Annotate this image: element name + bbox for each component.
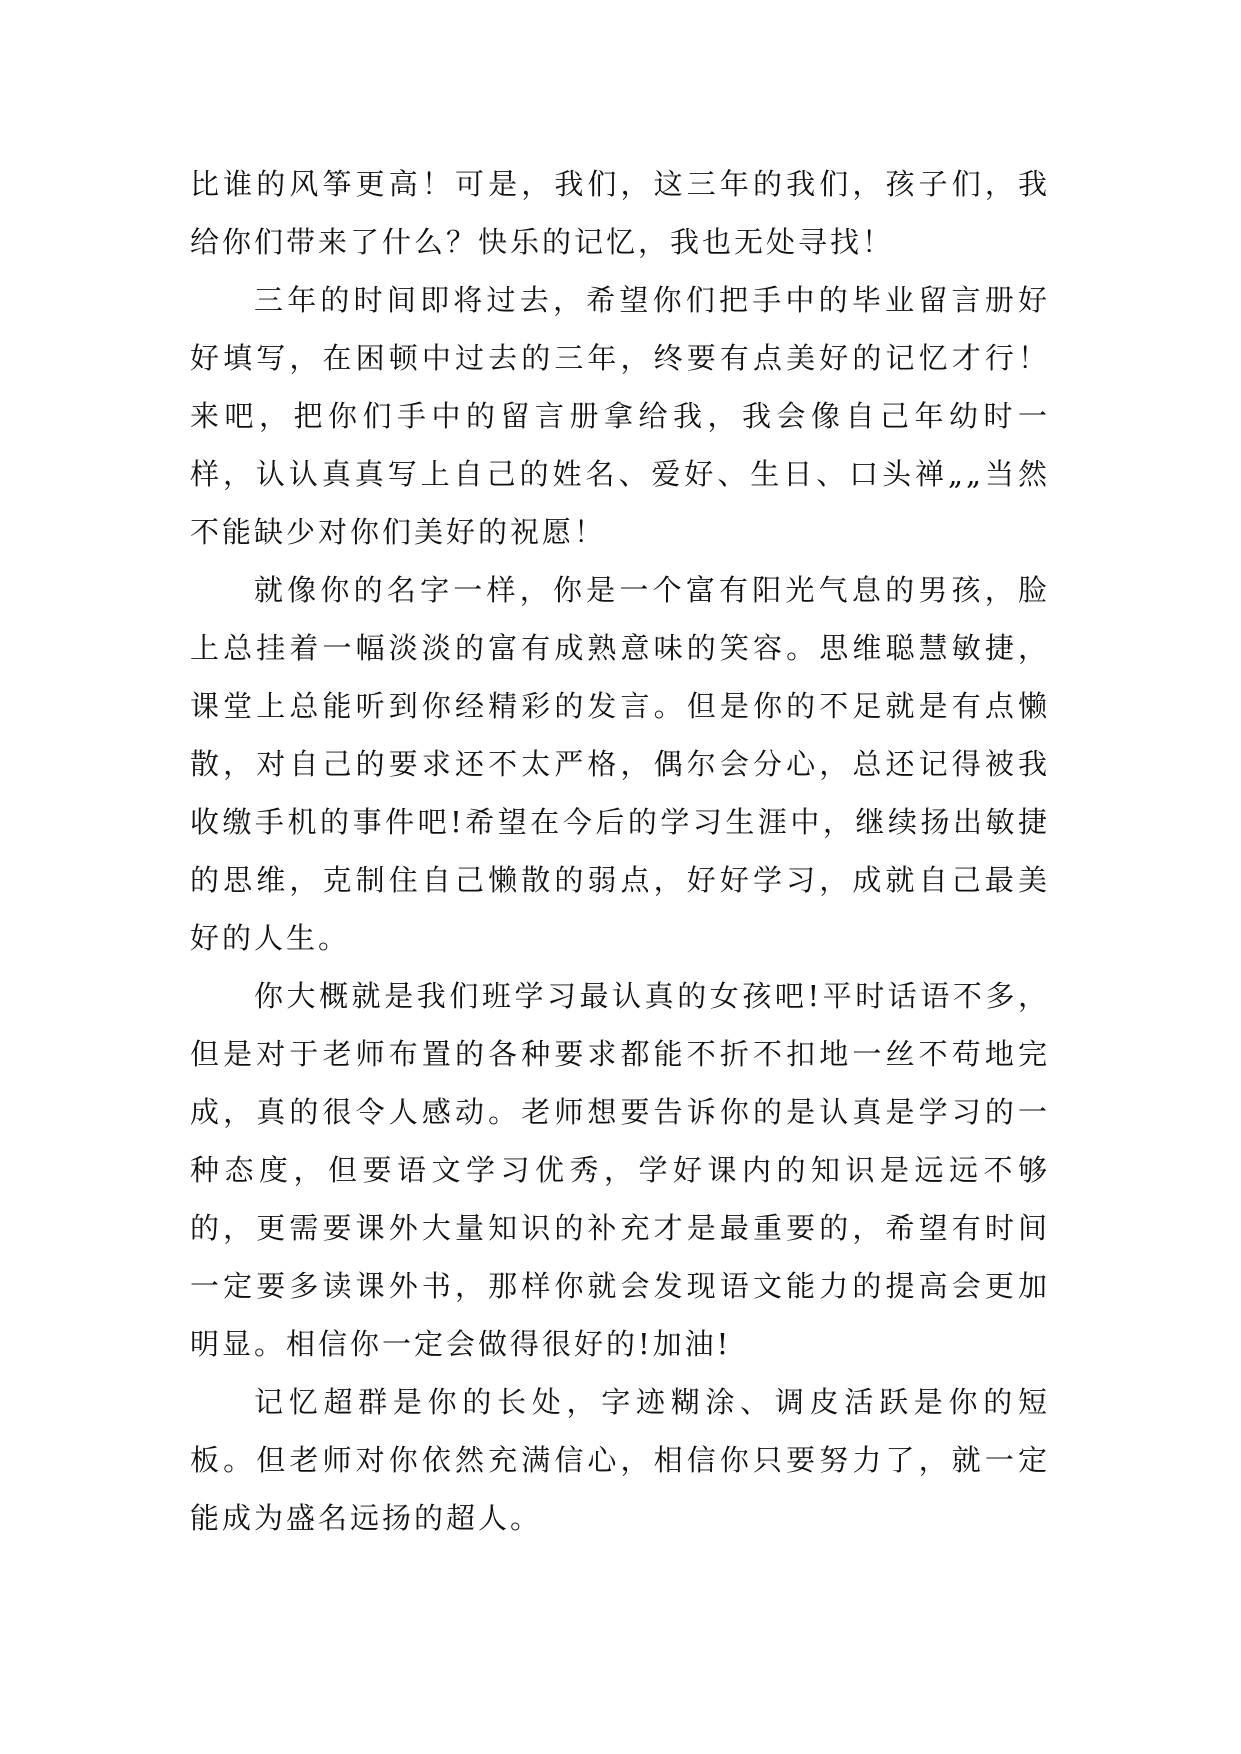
paragraph-3: 就像你的名字一样，你是一个富有阳光气息的男孩，脸上总挂着一幅淡淡的富有成熟意味的笑容。思维聪慧敏捷，课堂上总能听到你经精彩的发言。但是你的不足就是有点懒散，对自己的要求还不太严格，偶尔会分心，总还记得被我收缴手机的事件吧!希望在今后的学习生涯中，继续扬出敏捷的思维，克制住自己懒散的弱点，好好学习，成就自己最美好的人生。 (190, 573, 1050, 955)
document-body (190, 155, 1050, 1547)
paragraph-4: 你大概就是我们班学习最认真的女孩吧!平时话语不多，但是对于老师布置的各种要求都能不折不扣地一丝不苟地完成，真的很令人感动。老师想要告诉你的是认真是学习的一种态度，但要语文学习优秀，学好课内的知识是远远不够的，更需要课外大量知识的补充才是最重要的，希望有时间一定要多读课外书，那样你就会发现语文能力的提高会更加明显。相信你一定会做得很好的!加油! (190, 979, 1050, 1361)
paragraph-5: 记忆超群是你的长处，字迹糊涂、调皮活跃是你的短板。但老师对你依然充满信心，相信你只要努力了，就一定能成为盛名远扬的超人。 (190, 1385, 1050, 1535)
paragraph-1: 比谁的风筝更高！可是，我们，这三年的我们，孩子们，我给你们带来了什么？快乐的记忆，我也无处寻找！ (190, 167, 1050, 259)
paragraph-2: 三年的时间即将过去，希望你们把手中的毕业留言册好好填写，在困顿中过去的三年，终要有点美好的记忆才行！来吧，把你们手中的留言册拿给我，我会像自己年幼时一样，认认真真写上自己的姓名、爱好、生日、口头禅„„当然不能缺少对你们美好的祝愿！ (190, 283, 1050, 549)
